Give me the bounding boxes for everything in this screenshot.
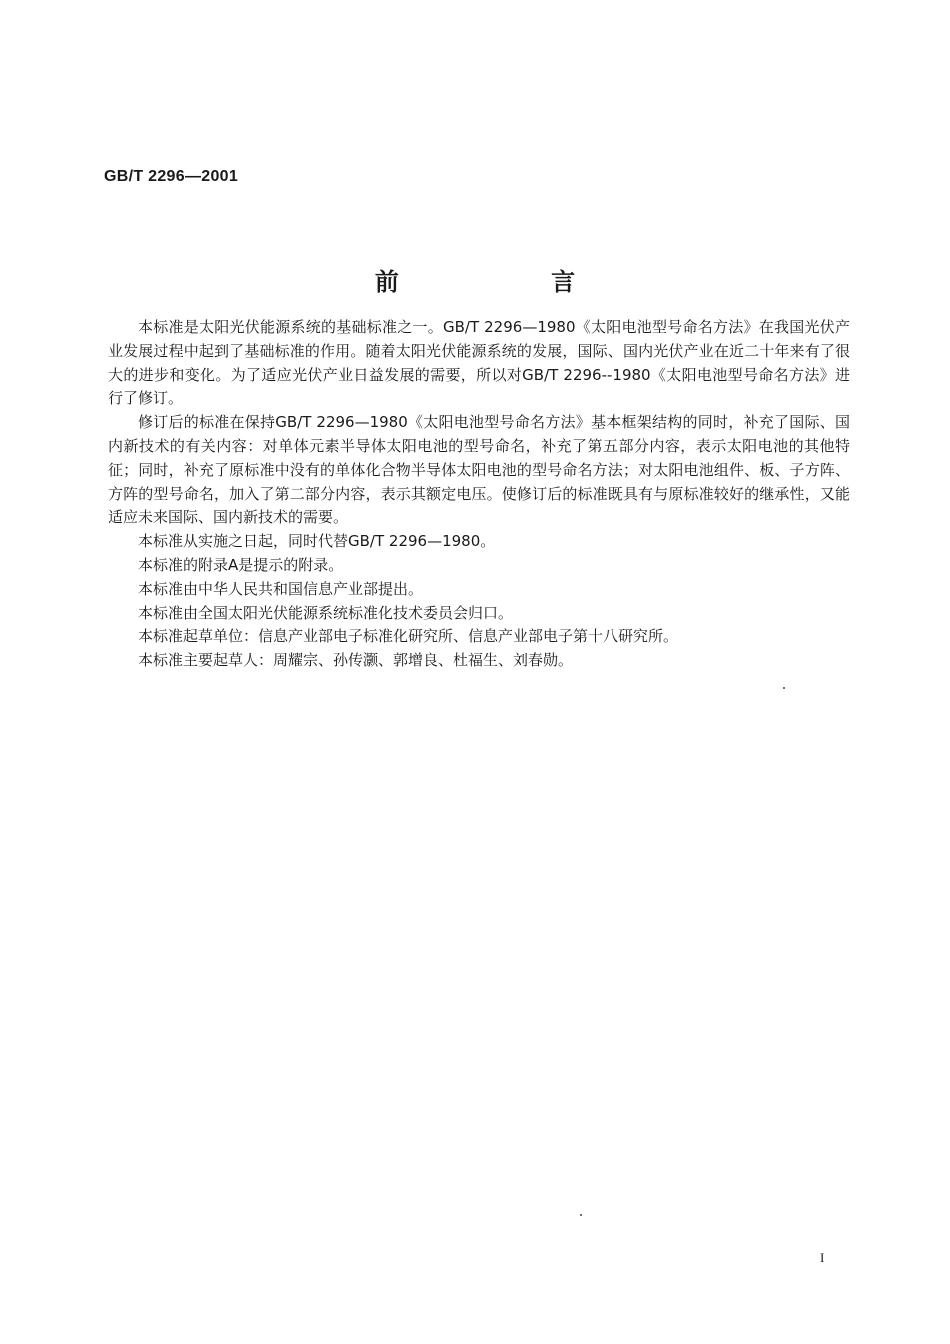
foreword-body [108,316,850,673]
paragraph-replacement: 本标准从实施之日起，同时代替GB/T 2296—1980。 [138,532,496,551]
paragraph-drafting-units: 本标准起草单位：信息产业部电子标准化研究所、信息产业部电子第十八研究所。 [138,627,679,646]
scan-speck [580,1214,582,1216]
paragraph-committee: 本标准由全国太阳光伏能源系统标准化技术委员会归口。 [138,603,514,622]
page-number: I [820,1250,825,1265]
paragraph-drafters: 本标准主要起草人：周耀宗、孙传灏、郭增良、杜福生、刘春勋。 [138,651,574,670]
paragraph-appendix: 本标准的附录A是提示的附录。 [138,555,344,574]
page-title: 前 言 [374,268,648,296]
standard-code: GB/T 2296—2001 [104,168,239,185]
paragraph-revision: 修订后的标准在保持GB/T 2296—1980《太阳电池型号命名方法》基本框架结构的同时，补充了国际、国内新技术的有关内容：对单体元素半导体太阳电池的型号命名，补充了第五部分内容，表示太阳电池的其他特征；同时，补充了原标准中没有的单体化合物半导体太阳电池的型号命名方法；对太阳电池组件、板、子方阵、方阵的型号命名，加入了第二部分内容，表示其额定电压。使修订后的标准既具有与原标准较好的继承性，又能适应未来国际、国内新技术的需要。 [108,413,850,527]
paragraph-proposer: 本标准由中华人民共和国信息产业部提出。 [138,579,424,598]
paragraph-intro: 本标准是太阳光伏能源系统的基础标准之一。GB/T 2296—1980《太阳电池型号命名方法》在我国光伏产业发展过程中起到了基础标准的作用。随着太阳光伏能源系统的发展，国际、国内光伏产业在近二十年来有了很大的进步和变化。为了适应光伏产业日益发展的需要，所以对GB/T 2296--1980《太阳电池型号命名方法》进行了修订。 [108,318,850,408]
scan-speck [783,687,785,689]
